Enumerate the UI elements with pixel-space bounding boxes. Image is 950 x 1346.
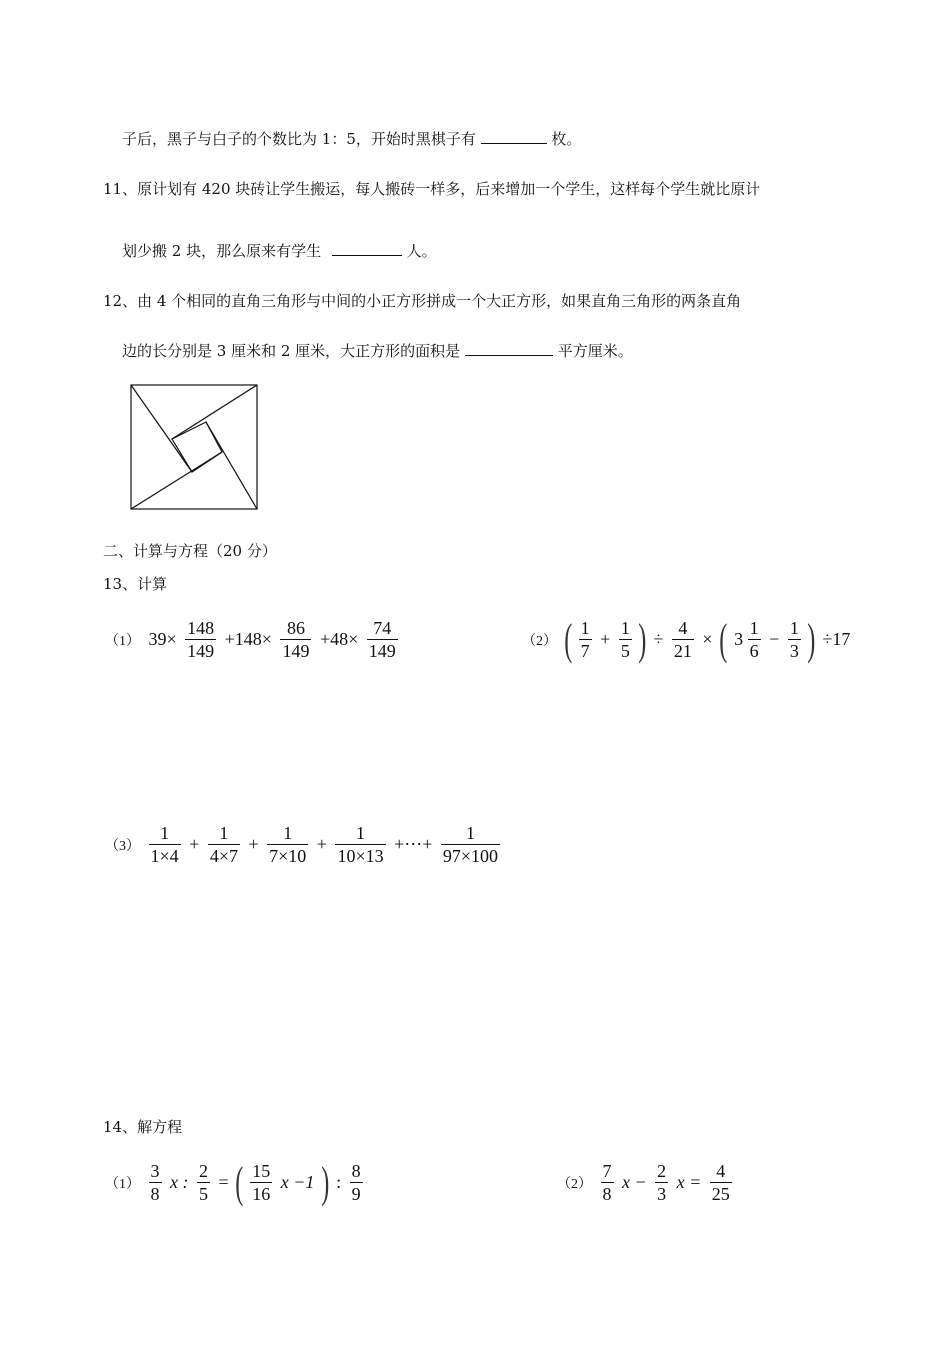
outer-square bbox=[131, 385, 257, 509]
variable-term: x = bbox=[676, 1172, 702, 1192]
numerator: 7 bbox=[602, 1161, 612, 1181]
numerator: 2 bbox=[198, 1161, 208, 1181]
part-label: （2） bbox=[522, 633, 557, 649]
numerator: 4 bbox=[716, 1161, 726, 1181]
q13-part2 bbox=[520, 614, 852, 664]
fraction bbox=[208, 822, 240, 867]
q14-heading: 14、解方程 bbox=[103, 1118, 183, 1136]
operator: : bbox=[336, 1172, 342, 1192]
term: ÷17 bbox=[822, 629, 851, 649]
variable-term: x − bbox=[622, 1172, 647, 1192]
numerator: 86 bbox=[286, 618, 305, 638]
operator: ÷ bbox=[653, 629, 664, 649]
numerator: 1 bbox=[283, 823, 293, 843]
left-paren: ( bbox=[235, 1157, 244, 1207]
fraction bbox=[601, 1160, 614, 1205]
denominator: 5 bbox=[620, 641, 630, 661]
denominator: 149 bbox=[187, 641, 215, 661]
triangle-edge bbox=[131, 385, 192, 472]
q12-line2 bbox=[122, 340, 633, 361]
answer-blank[interactable] bbox=[332, 241, 402, 256]
numerator: 2 bbox=[657, 1161, 667, 1181]
fraction bbox=[619, 617, 632, 662]
denominator: 16 bbox=[252, 1184, 271, 1204]
q13-part1 bbox=[103, 617, 400, 662]
numerator: 3 bbox=[150, 1161, 160, 1181]
answer-blank[interactable] bbox=[481, 129, 547, 144]
denominator: 6 bbox=[749, 641, 759, 661]
fraction bbox=[185, 617, 216, 662]
denominator: 9 bbox=[351, 1184, 361, 1204]
numerator: 1 bbox=[580, 618, 590, 638]
q13-part3 bbox=[103, 822, 502, 867]
fraction bbox=[579, 617, 592, 662]
denominator: 8 bbox=[150, 1184, 160, 1204]
part-label: （1） bbox=[105, 633, 140, 649]
term: +48× bbox=[319, 629, 359, 649]
fraction bbox=[748, 617, 761, 662]
denominator: 8 bbox=[602, 1184, 612, 1204]
denominator: 10×13 bbox=[337, 846, 384, 866]
q10-continuation bbox=[122, 128, 581, 149]
fraction bbox=[367, 617, 398, 662]
denominator: 3 bbox=[657, 1184, 667, 1204]
numerator: 1 bbox=[219, 823, 229, 843]
term: +148× bbox=[224, 629, 272, 649]
denominator: 149 bbox=[282, 641, 310, 661]
operator: − bbox=[769, 629, 780, 649]
fraction bbox=[655, 1160, 668, 1205]
part-label: （1） bbox=[105, 1176, 140, 1192]
operator: + bbox=[189, 834, 200, 854]
right-paren: ) bbox=[807, 614, 816, 664]
triangle-edge bbox=[206, 422, 257, 509]
q10-text-end: 枚。 bbox=[551, 130, 582, 148]
fraction bbox=[149, 1160, 162, 1205]
denominator: 7 bbox=[580, 641, 590, 661]
fraction bbox=[197, 1160, 210, 1205]
fraction bbox=[149, 822, 181, 867]
right-paren: ) bbox=[638, 614, 647, 664]
square-figure bbox=[130, 384, 260, 510]
fraction bbox=[280, 617, 311, 662]
operator: × bbox=[702, 629, 713, 649]
operator: +⋯+ bbox=[394, 834, 433, 854]
denominator: 7×10 bbox=[269, 846, 307, 866]
denominator: 21 bbox=[673, 641, 692, 661]
q10-text: 子后，黑子与白子的个数比为 1：5，开始时黑棋子有 bbox=[122, 130, 476, 148]
left-paren: ( bbox=[719, 614, 728, 664]
q11-line1: 11、原计划有 420 块砖让学生搬运，每人搬砖一样多，后来增加一个学生，这样每个学生就比原计 bbox=[103, 180, 761, 198]
term: 39× bbox=[148, 629, 177, 649]
numerator: 148 bbox=[187, 618, 215, 638]
denominator: 149 bbox=[368, 641, 396, 661]
numerator: 4 bbox=[678, 618, 688, 638]
numerator: 74 bbox=[373, 618, 392, 638]
operator: + bbox=[316, 834, 327, 854]
q11-text-end: 人。 bbox=[406, 242, 437, 260]
numerator: 1 bbox=[465, 823, 475, 843]
fraction bbox=[267, 822, 308, 867]
numerator: 1 bbox=[160, 823, 170, 843]
q11-line2 bbox=[122, 240, 437, 261]
fraction bbox=[788, 617, 801, 662]
part-label: （3） bbox=[105, 838, 140, 854]
operator: + bbox=[600, 629, 611, 649]
fraction bbox=[441, 822, 500, 867]
fraction bbox=[710, 1160, 732, 1205]
right-paren: ) bbox=[321, 1157, 330, 1207]
q12-line1: 12、由 4 个相同的直角三角形与中间的小正方形拼成一个大正方形，如果直角三角形的两条直角 bbox=[103, 292, 742, 310]
fraction bbox=[335, 822, 385, 867]
q12-text: 边的长分别是 3 厘米和 2 厘米，大正方形的面积是 bbox=[122, 342, 461, 360]
operator: + bbox=[248, 834, 259, 854]
whole-number: 3 bbox=[734, 629, 744, 649]
fraction bbox=[672, 617, 694, 662]
section-heading: 二、计算与方程（20 分） bbox=[103, 542, 277, 560]
triangle-edge bbox=[172, 385, 257, 439]
denominator: 1×4 bbox=[150, 846, 179, 866]
variable-term: x −1 bbox=[280, 1172, 315, 1192]
denominator: 97×100 bbox=[442, 846, 499, 866]
q14-part2 bbox=[555, 1160, 734, 1205]
numerator: 1 bbox=[789, 618, 799, 638]
fraction bbox=[250, 1160, 272, 1205]
numerator: 1 bbox=[749, 618, 759, 638]
denominator: 4×7 bbox=[209, 846, 238, 866]
denominator: 25 bbox=[711, 1184, 730, 1204]
inner-square bbox=[172, 422, 222, 472]
numerator: 1 bbox=[620, 618, 630, 638]
left-paren: ( bbox=[563, 614, 572, 664]
q13-heading: 13、计算 bbox=[103, 575, 168, 593]
operator: = bbox=[218, 1172, 229, 1192]
numerator: 15 bbox=[252, 1161, 271, 1181]
q12-text-end: 平方厘米。 bbox=[557, 342, 633, 360]
denominator: 5 bbox=[198, 1184, 208, 1204]
answer-blank[interactable] bbox=[465, 341, 553, 356]
variable-term: x : bbox=[170, 1172, 189, 1192]
q11-text: 划少搬 2 块，那么原来有学生 bbox=[122, 242, 322, 260]
q14-part1 bbox=[103, 1157, 365, 1207]
numerator: 1 bbox=[356, 823, 366, 843]
fraction bbox=[350, 1160, 363, 1205]
numerator: 8 bbox=[351, 1161, 361, 1181]
part-label: （2） bbox=[557, 1176, 592, 1192]
denominator: 3 bbox=[789, 641, 799, 661]
